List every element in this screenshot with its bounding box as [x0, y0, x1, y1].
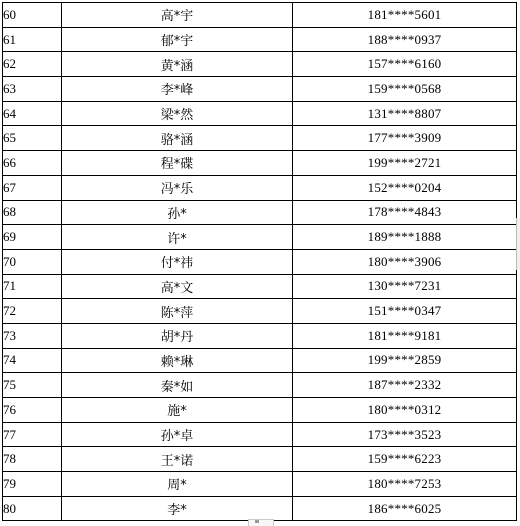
- name-cell: 付*祎: [62, 249, 293, 274]
- name-cell: 陈*萍: [62, 299, 293, 324]
- phone-cell: 181****5601: [293, 3, 517, 28]
- phone-cell: 130****7231: [293, 274, 517, 299]
- phone-cell: 180****0312: [293, 398, 517, 423]
- phone-cell: 188****0937: [293, 27, 517, 52]
- row-number-cell: 77: [3, 422, 62, 447]
- name-cell: 李*: [62, 496, 293, 521]
- phone-cell: 173****3523: [293, 422, 517, 447]
- name-cell: 赖*琳: [62, 348, 293, 373]
- table-row: [3, 52, 517, 77]
- name-cell: 周*: [62, 472, 293, 497]
- table-row: [3, 175, 517, 200]
- name-cell: 胡*丹: [62, 323, 293, 348]
- row-number-cell: 72: [3, 299, 62, 324]
- row-number-cell: 80: [3, 496, 62, 521]
- phone-cell: 157****6160: [293, 52, 517, 77]
- name-cell: 高*文: [62, 274, 293, 299]
- row-number-cell: 67: [3, 175, 62, 200]
- name-cell: 高*宇: [62, 3, 293, 28]
- name-cell: 施*: [62, 398, 293, 423]
- phone-cell: 159****0568: [293, 77, 517, 102]
- name-cell: 梁*然: [62, 101, 293, 126]
- phone-cell: 151****0347: [293, 299, 517, 324]
- phone-cell: 131****8807: [293, 101, 517, 126]
- phone-cell: 186****6025: [293, 496, 517, 521]
- table-row: [3, 348, 517, 373]
- row-number-cell: 62: [3, 52, 62, 77]
- phone-cell: 180****3906: [293, 249, 517, 274]
- row-number-cell: 78: [3, 447, 62, 472]
- table-row: [3, 27, 517, 52]
- row-number-cell: 69: [3, 225, 62, 250]
- phone-cell: 199****2859: [293, 348, 517, 373]
- table-row: [3, 447, 517, 472]
- table-row: [3, 398, 517, 423]
- table-row: [3, 299, 517, 324]
- table-row: [3, 3, 517, 28]
- table-row: [3, 496, 517, 521]
- table-row: [3, 373, 517, 398]
- row-number-cell: 66: [3, 151, 62, 176]
- table-row: [3, 323, 517, 348]
- roster-table: [2, 2, 517, 521]
- roster-table-body: [3, 3, 517, 521]
- phone-cell: 159****6223: [293, 447, 517, 472]
- scroll-handle-grip-icon: [255, 520, 259, 523]
- phone-cell: 181****9181: [293, 323, 517, 348]
- name-cell: 黄*涵: [62, 52, 293, 77]
- row-number-cell: 65: [3, 126, 62, 151]
- phone-cell: 189****1888: [293, 225, 517, 250]
- table-row: [3, 422, 517, 447]
- row-number-cell: 60: [3, 3, 62, 28]
- phone-cell: 178****4843: [293, 200, 517, 225]
- name-cell: 孙*: [62, 200, 293, 225]
- phone-cell: 180****7253: [293, 472, 517, 497]
- name-cell: 许*: [62, 225, 293, 250]
- row-number-cell: 70: [3, 249, 62, 274]
- phone-cell: 177****3909: [293, 126, 517, 151]
- name-cell: 骆*涵: [62, 126, 293, 151]
- table-row: [3, 200, 517, 225]
- row-number-cell: 74: [3, 348, 62, 373]
- row-number-cell: 79: [3, 472, 62, 497]
- name-cell: 李*峰: [62, 77, 293, 102]
- row-number-cell: 61: [3, 27, 62, 52]
- row-number-cell: 73: [3, 323, 62, 348]
- name-cell: 冯*乐: [62, 175, 293, 200]
- name-cell: 王*诺: [62, 447, 293, 472]
- row-number-cell: 76: [3, 398, 62, 423]
- table-row: [3, 126, 517, 151]
- row-number-cell: 75: [3, 373, 62, 398]
- row-number-cell: 63: [3, 77, 62, 102]
- name-cell: 孙*卓: [62, 422, 293, 447]
- name-cell: 程*碟: [62, 151, 293, 176]
- table-row: [3, 225, 517, 250]
- table-row: [3, 77, 517, 102]
- table-row: [3, 151, 517, 176]
- phone-cell: 199****2721: [293, 151, 517, 176]
- table-row: [3, 472, 517, 497]
- table-row: [3, 274, 517, 299]
- row-number-cell: 68: [3, 200, 62, 225]
- name-cell: 郁*宇: [62, 27, 293, 52]
- column-edge-marker: [516, 242, 520, 270]
- table-row: [3, 249, 517, 274]
- phone-cell: 152****0204: [293, 175, 517, 200]
- name-cell: 秦*如: [62, 373, 293, 398]
- phone-cell: 187****2332: [293, 373, 517, 398]
- table-row: [3, 101, 517, 126]
- row-number-cell: 64: [3, 101, 62, 126]
- row-number-cell: 71: [3, 274, 62, 299]
